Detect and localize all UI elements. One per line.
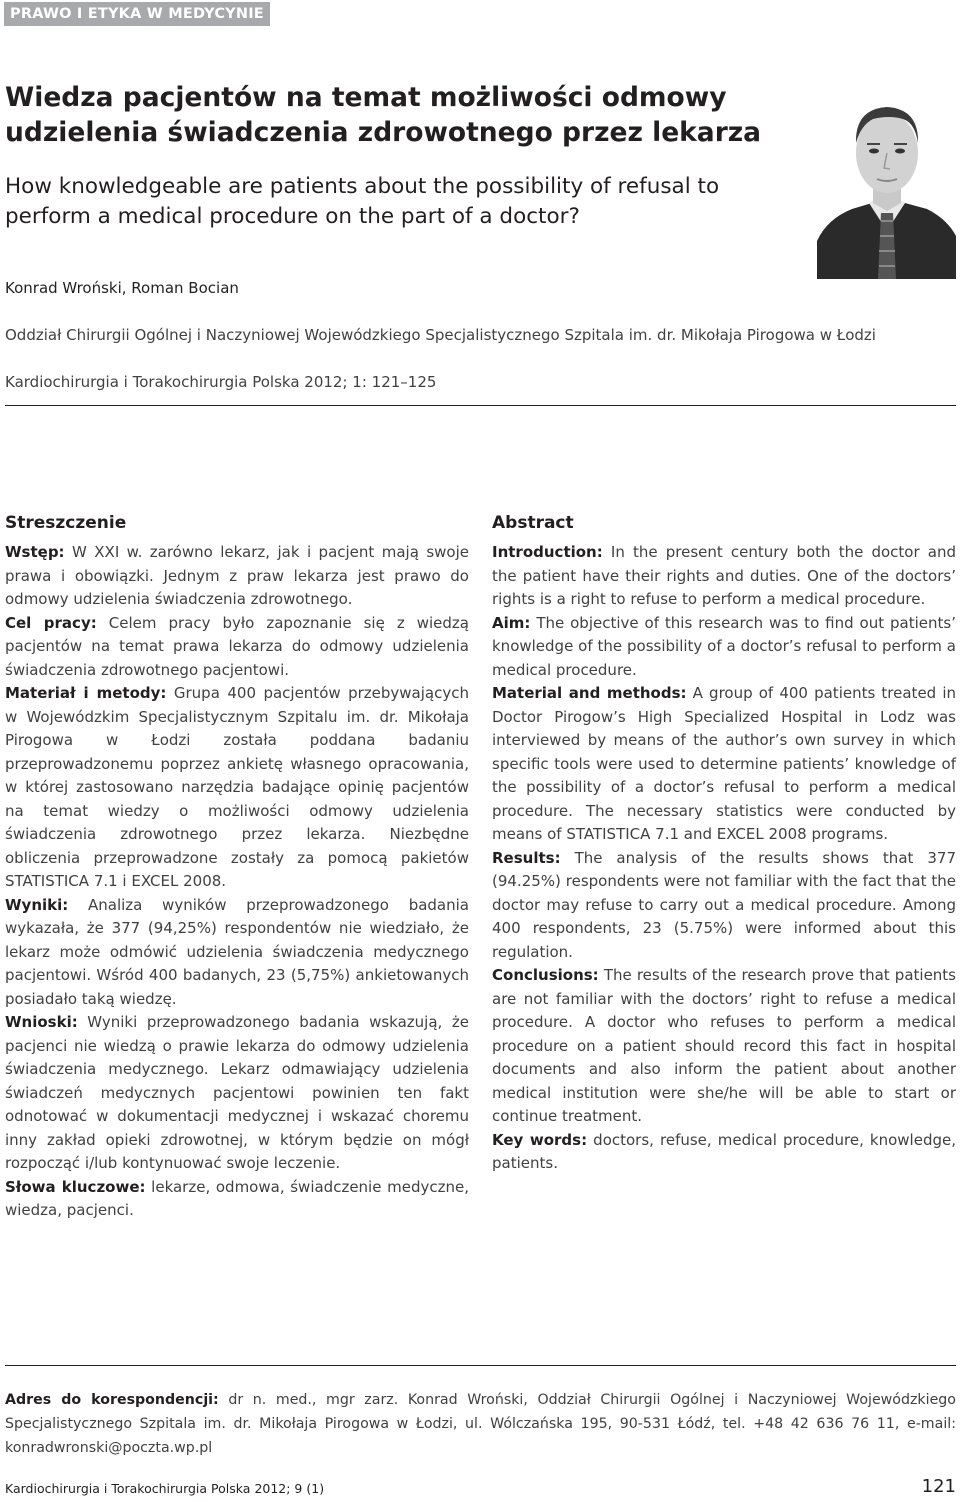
authors: Konrad Wroński, Roman Bocian [5, 279, 239, 297]
page-number: 121 [921, 1476, 956, 1497]
wyniki-text: Analiza wyników przeprowadzonego badania wykazała, że 377 (94,25%) respondentów nie wiedziało, że lekarz może odmówić udzielenia świadczenia medycznego pacjentowi. Wśród 400 badanych, 23 (5,75%) ankietowanych posiadało taką wiedzę. [5, 895, 469, 1008]
results-text: The analysis of the results shows that 377 (94.25%) respondents were not familiar with the fact that the doctor may refuse to carry out a medical procedure. Among 400 respondents, 23 (5.75%) were informed about this regulation. [492, 848, 956, 961]
wstep-text: W XXI w. zarówno lekarz, jak i pacjent mają swoje prawa i obowiązki. Jednym z praw lekarza jest prawo do odmowy udzielenia świadczenia zdrowotnego. [5, 543, 469, 608]
conclusions-paragraph [492, 964, 956, 1129]
affiliation: Oddział Chirurgii Ogólnej i Naczyniowej Wojewódzkiego Specjalistycznego Szpitala im. dr. Mikołaja Pirogowa w Łodzi [5, 326, 876, 344]
correspondence [5, 1388, 956, 1460]
citation: Kardiochirurgia i Torakochirurgia Polska 2012; 1: 121–125 [5, 373, 437, 391]
correspondence-label: Adres do korespondencji: [5, 1392, 219, 1408]
methods-paragraph [492, 682, 956, 847]
wstep-paragraph [5, 541, 469, 612]
slowa-kluczowe-text: lekarze, odmowa, świadczenie medyczne, wiedza, pacjenci. [5, 1177, 469, 1219]
streszczenie-column [5, 511, 469, 1223]
slowa-kluczowe-paragraph [5, 1176, 469, 1223]
author-photo [817, 91, 956, 279]
cel-text: Celem pracy było zapoznanie się z wiedzą pacjentów na temat prawa lekarza do odmowy udzielenia świadczenia zdrowotnego pacjentowi. [5, 613, 469, 679]
article-title-polish: Wiedza pacjentów na temat możliwości odmowy udzielenia świadczenia zdrowotnego przez lekarza [5, 82, 762, 148]
article-title-english: How knowledgeable are patients about the possibility of refusal to perform a medical procedure on the part of a doctor? [5, 174, 720, 229]
abstract-heading: Abstract [492, 513, 574, 533]
keywords-label: Key words: [492, 1130, 588, 1149]
abstract-column [492, 511, 956, 1176]
aim-label: Aim: [492, 613, 531, 632]
results-paragraph [492, 847, 956, 965]
wnioski-label: Wnioski: [5, 1013, 78, 1031]
slowa-kluczowe-label: Słowa kluczowe: [5, 1177, 146, 1196]
wyniki-paragraph [5, 894, 469, 1012]
keywords-text: doctors, refuse, medical procedure, knowledge, patients. [492, 1130, 956, 1172]
aim-text: The objective of this research was to find out patients’ knowledge of the possibility of a doctor’s refusal to perform a medical procedure. [492, 613, 956, 679]
conclusions-label: Conclusions: [492, 966, 599, 984]
wyniki-label: Wyniki: [5, 895, 69, 914]
introduction-text: In the present century both the doctor and the patient have their rights and duties. One of the doctors’ rights is a right to refuse to perform a medical procedure. [492, 543, 956, 608]
aim-paragraph [492, 612, 956, 683]
keywords-paragraph [492, 1129, 956, 1176]
footer-journal-name: Kardiochirurgia i Torakochirurgia Polska [5, 1481, 251, 1496]
footer-divider [5, 1365, 956, 1366]
streszczenie-heading: Streszczenie [5, 513, 127, 533]
footer-issue: 2012; 9 (1) [254, 1481, 325, 1496]
material-text: Grupa 400 pacjentów przebywających w Wojewódzkim Specjalistycznym Szpitalu im. dr. Mikołaja Pirogowa w Łodzi została poddana badaniu przeprowadzonemu poprzez ankietę własnego opracowania, w której zastosowano narzędzia badające opinię pacjentów na temat wiedzy o możliwości odmowy udzielenia świadczenia zdrowotnego przez lekarza. Niezbędne obliczenia przeprowadzone zostały za pomocą pakietów STATISTICA 7.1 i EXCEL 2008. [5, 684, 469, 890]
methods-text: A group of 400 patients treated in Doctor Pirogow’s High Specialized Hospital in Lodz was interviewed by means of the author’s own survey in which specific tools were used to determine patients’ knowledge of the possibility of a doctor’s refusal to perform a medical procedure. The necessary statistics were conducted by means of STATISTICA 7.1 and EXCEL 2008 programs. [492, 684, 956, 843]
methods-label: Material and methods: [492, 684, 687, 702]
material-label: Materiał i metody: [5, 684, 167, 702]
wstep-label: Wstęp: [5, 543, 65, 561]
wnioski-text: Wyniki przeprowadzonego badania wskazują, że pacjenci nie wiedzą o prawie lekarza do odmowy udzielenia świadczenia medycznego. Lekarz odmawiający udzielenia świadczeń medycznych pacjentowi powinien ten fakt odnotować w dokumentacji medycznej i wskazać choremu inny zakład opieki zdrowotnej, w którym będzie on mógł rozpocząć i/lub kontynuować swoje leczenie. [5, 1013, 469, 1172]
cel-label: Cel pracy: [5, 613, 97, 632]
introduction-label: Introduction: [492, 543, 603, 561]
footer-journal [5, 1481, 324, 1496]
section-tag: PRAWO I ETYKA W MEDYCYNIE [4, 2, 270, 26]
material-paragraph [5, 682, 469, 894]
correspondence-text: dr n. med., mgr zarz. Konrad Wroński, Oddział Chirurgii Ogólnej i Naczyniowej Wojewódzkiego Specjalistycznego Szpitala im. dr. Mikołaja Pirogowa w Łodzi, ul. Wólczańska 195, 90-531 Łódź, tel. +48 42 636 76 11, e-mail: konradwronski@poczta.wp.pl [5, 1392, 956, 1456]
conclusions-text: The results of the research prove that patients are not familiar with the doctors’ right to refuse a medical procedure. A doctor who refuses to perform a medical procedure on a patient should record this fact in hospital documents and also inform the patient about another medical institution were she/he will be able to start or continue treatment. [492, 966, 956, 1125]
introduction-paragraph [492, 541, 956, 612]
cel-paragraph [5, 612, 469, 683]
results-label: Results: [492, 848, 561, 867]
header-divider [5, 405, 956, 406]
wnioski-paragraph [5, 1011, 469, 1176]
